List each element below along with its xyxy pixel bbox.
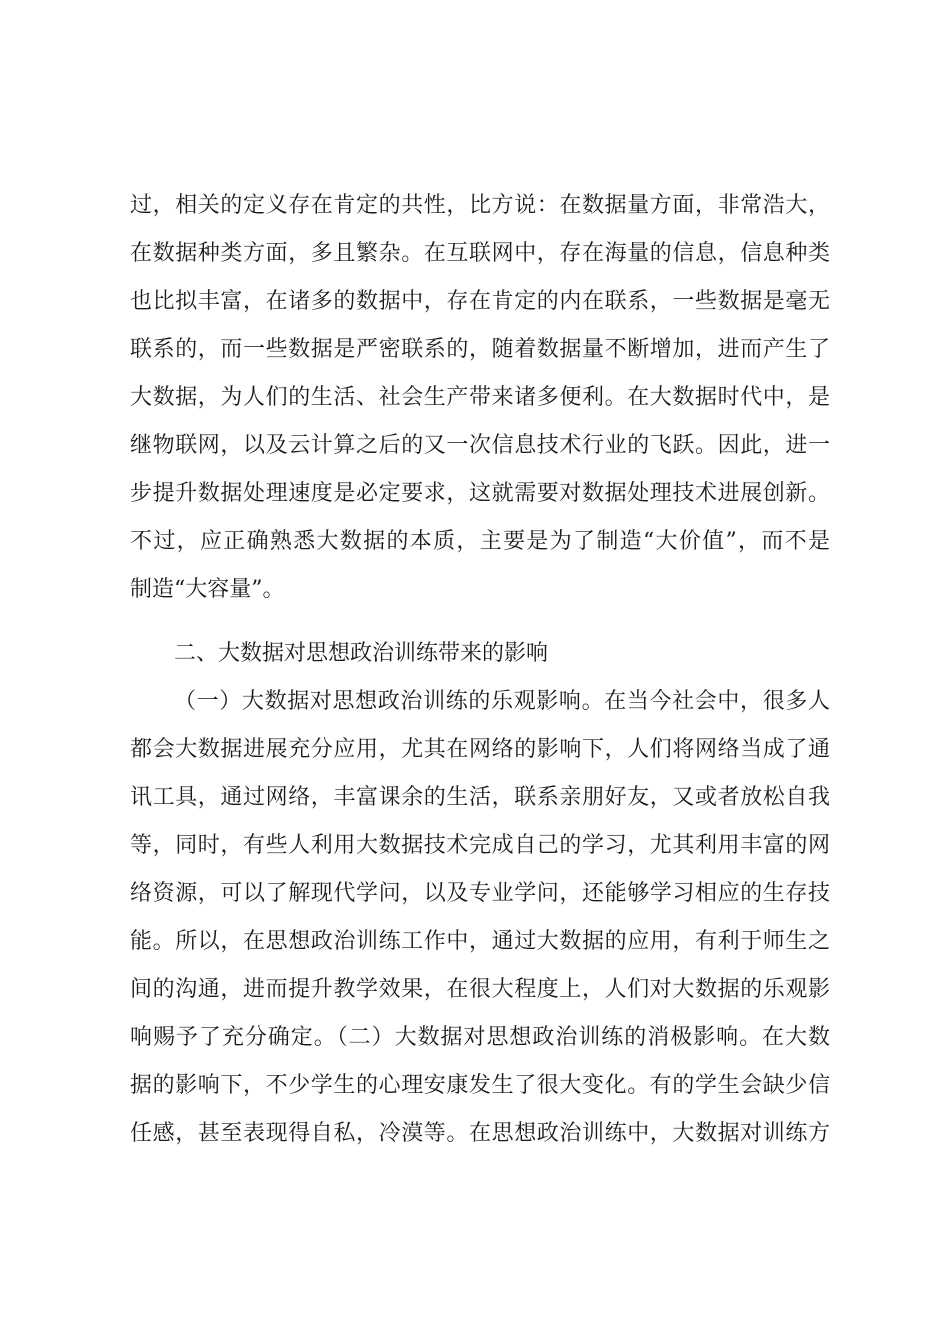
text-line: 都会大数据进展充分应用，尤其在网络的影响下，人们将网络当成了通 [130, 737, 830, 762]
text-line: 大数据，为人们的生活、社会生产带来诸多便利。在大数据时代中，是 [130, 385, 830, 410]
text-line: 任感，甚至表现得自私，冷漠等。在思想政治训练中，大数据对训练方 [130, 1121, 830, 1146]
text-line: 过，相关的定义存在肯定的共性，比方说：在数据量方面，非常浩大， [130, 193, 830, 218]
text-line: 继物联网，以及云计算之后的又一次信息技术行业的飞跃。因此，进一 [130, 433, 830, 458]
section-heading: 二、大数据对思想政治训练带来的影响 [174, 641, 549, 666]
text-line: 步提升数据处理速度是必定要求，这就需要对数据处理技术进展创新。 [130, 481, 830, 506]
text-line: 制造“大容量”。 [130, 577, 285, 602]
text-line: 络资源，可以了解现代学问，以及专业学问，还能够学习相应的生存技 [130, 881, 830, 906]
text-line: 等，同时，有些人利用大数据技术完成自己的学习，尤其利用丰富的网 [130, 833, 830, 858]
text-line: 据的影响下，不少学生的心理安康发生了很大变化。有的学生会缺少信 [130, 1073, 830, 1098]
text-line: 不过，应正确熟悉大数据的本质，主要是为了制造“大价值”，而不是 [130, 529, 830, 554]
text-line: 间的沟通，进而提升教学效果，在很大程度上，人们对大数据的乐观影 [130, 977, 830, 1002]
text-line: 能。所以，在思想政治训练工作中，通过大数据的应用，有利于师生之 [130, 929, 830, 954]
text-line: 在数据种类方面，多且繁杂。在互联网中，存在海量的信息，信息种类 [130, 241, 830, 266]
text-line: （一）大数据对思想政治训练的乐观影响。在当今社会中，很多人 [174, 689, 830, 714]
text-line: 响赐予了充分确定。（二）大数据对思想政治训练的消极影响。在大数 [130, 1025, 830, 1050]
text-line: 也比拟丰富，在诸多的数据中，存在肯定的内在联系，一些数据是毫无 [130, 289, 830, 314]
text-line: 讯工具，通过网络，丰富课余的生活，联系亲朋好友，又或者放松自我 [130, 785, 830, 810]
text-line: 联系的，而一些数据是严密联系的，随着数据量不断增加，进而产生了 [130, 337, 830, 362]
